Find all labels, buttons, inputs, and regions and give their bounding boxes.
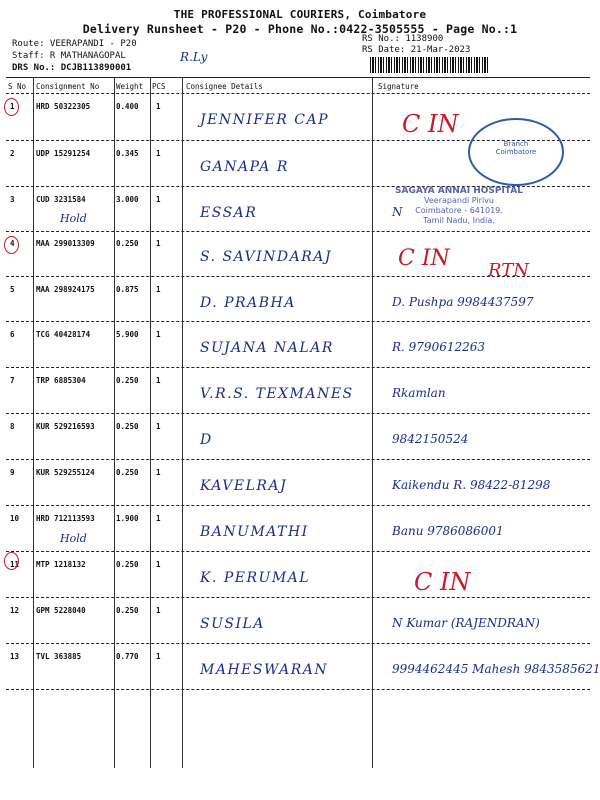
row-weight: 1.900 <box>116 514 139 523</box>
row-signature: 9994462445 Mahesh 9843585621 <box>392 662 600 676</box>
row-pcs: 1 <box>156 560 161 569</box>
col-divider <box>182 78 183 768</box>
row-divider <box>6 321 590 322</box>
hospital-name: SAGAYA ANNAI HOSPITAL <box>395 186 523 196</box>
row-weight: 0.400 <box>116 102 139 111</box>
row-pcs: 1 <box>156 514 161 523</box>
col-consignment: Consignment No <box>36 82 100 91</box>
row-consignment-no: MTP 1218132 <box>36 560 86 569</box>
hospital-address: Coimbatore - 641019. <box>415 206 503 215</box>
row-pcs: 1 <box>156 149 161 158</box>
row-pcs: 1 <box>156 239 161 248</box>
row-divider <box>6 551 590 552</box>
stamp-line: Coimbatore <box>495 148 537 156</box>
row-weight: 0.250 <box>116 560 139 569</box>
row-consignment-no: TVL 363885 <box>36 652 82 661</box>
row-divider <box>6 367 590 368</box>
row-weight: 5.900 <box>116 330 139 339</box>
row-divider <box>6 597 590 598</box>
row-divider <box>6 689 590 690</box>
row-sno: 3 <box>10 195 15 204</box>
row-consignee-handwritten: KAVELRAJ <box>200 478 288 494</box>
row-weight: 0.250 <box>116 239 139 248</box>
row-weight: 0.250 <box>116 606 139 615</box>
row-signature: Kaikendu R. 98422-81298 <box>392 478 551 492</box>
row-divider <box>6 643 590 644</box>
row-sno: 11 <box>10 560 20 569</box>
col-divider <box>114 78 115 768</box>
row-weight: 0.250 <box>116 468 139 477</box>
route-label: Route: VEERAPANDI - P20 <box>12 39 137 49</box>
row-sno: 2 <box>10 149 15 158</box>
row-pcs: 1 <box>156 606 161 615</box>
row-consignee-handwritten: JENNIFER CAP <box>200 112 330 128</box>
row-divider <box>6 459 590 460</box>
row-consignee-handwritten: SUJANA NALAR <box>200 340 334 356</box>
row-sno: 4 <box>10 239 15 248</box>
cin-annotation: C IN <box>398 246 450 271</box>
header-top-rule <box>6 77 590 78</box>
row-consignment-no: KUR 529255124 <box>36 468 95 477</box>
row-pcs: 1 <box>156 330 161 339</box>
courier-branch-stamp <box>468 118 564 186</box>
row-consignment-no: CUD 3231584 <box>36 195 86 204</box>
row-weight: 0.345 <box>116 149 139 158</box>
row-consignee-handwritten: D. PRABHA <box>200 295 296 311</box>
row-weight: 0.250 <box>116 376 139 385</box>
row-sno: 12 <box>10 606 20 615</box>
drs-number: DRS No.: DCJB113890001 <box>12 63 132 73</box>
row-consignment-no: GPM 5228040 <box>36 606 86 615</box>
col-signature: Signature <box>378 82 419 91</box>
row-consignee-handwritten: K. PERUMAL <box>200 570 311 586</box>
row-consignment-no: HRD 712113593 <box>36 514 95 523</box>
row-pcs: 1 <box>156 468 161 477</box>
rs-date: RS Date: 21-Mar-2023 <box>362 45 471 55</box>
hold-note: Hold <box>60 532 87 545</box>
row-consignee-handwritten: S. SAVINDARAJ <box>200 249 332 265</box>
row-signature: D. Pushpa 9984437597 <box>392 295 534 309</box>
row-consignment-no: HRD 50322305 <box>36 102 91 111</box>
row-weight: 0.770 <box>116 652 139 661</box>
row-signature: 9842150524 <box>392 432 469 446</box>
row-weight: 0.875 <box>116 285 139 294</box>
row-consignment-no: KUR 529216593 <box>36 422 95 431</box>
row-pcs: 1 <box>156 376 161 385</box>
row-sno: 9 <box>10 468 15 477</box>
row-consignee-handwritten: BANUMATHI <box>200 524 309 540</box>
handwritten-initials: R.Ly <box>180 50 208 64</box>
col-sno: S No <box>8 82 27 91</box>
row-consignment-no: TRP 6885304 <box>36 376 86 385</box>
row-consignment-no: MAA 298924175 <box>36 285 95 294</box>
row-weight: 0.250 <box>116 422 139 431</box>
row-signature: Banu 9786086001 <box>392 524 504 538</box>
runsheet-company-title: THE PROFESSIONAL COURIERS, Coimbatore <box>173 8 427 21</box>
rs-number: RS No.: 1138900 <box>362 34 444 44</box>
col-consignee: Consignee Details <box>186 82 263 91</box>
col-weight: Weight <box>116 82 144 91</box>
row-signature: N Kumar (RAJENDRAN) <box>392 616 540 630</box>
row-sno: 6 <box>10 330 15 339</box>
stamp-line: Branch <box>503 140 529 148</box>
row-sno: 1 <box>10 102 15 111</box>
row-consignment-no: MAA 299013309 <box>36 239 95 248</box>
hospital-address: Tamil Nadu, India. <box>423 216 495 225</box>
row-pcs: 1 <box>156 195 161 204</box>
rtn-annotation: RTN <box>488 260 529 281</box>
row-divider <box>6 505 590 506</box>
row-sno: 5 <box>10 285 15 294</box>
row-sno: 10 <box>10 514 20 523</box>
row-sno: 13 <box>10 652 20 661</box>
row-sno: 8 <box>10 422 15 431</box>
col-pcs: PCS <box>152 82 166 91</box>
row-weight: 3.000 <box>116 195 139 204</box>
col-divider <box>150 78 151 768</box>
runsheet-subtitle: Delivery Runsheet - P20 - Phone No.:0422-3505555 - Page No.:1 <box>82 22 518 36</box>
row-pcs: 1 <box>156 285 161 294</box>
row-divider <box>6 231 590 232</box>
row-pcs: 1 <box>156 102 161 111</box>
row-sno: 7 <box>10 376 15 385</box>
barcode-image <box>370 57 490 73</box>
row-consignee-handwritten: ESSAR <box>200 205 258 221</box>
row-consignee-handwritten: D <box>200 432 213 448</box>
row-pcs: 1 <box>156 652 161 661</box>
red-circle-mark <box>4 552 19 570</box>
row-signature: Rkamlan <box>392 386 446 400</box>
header-bottom-rule <box>6 93 590 94</box>
red-circle-mark <box>4 236 19 254</box>
red-circle-mark <box>4 98 19 116</box>
row-consignee-handwritten: MAHESWARAN <box>200 662 329 678</box>
hospital-stamp <box>378 186 540 226</box>
row-consignee-handwritten: V.R.S. TEXMANES <box>200 386 354 402</box>
row-signature: N <box>392 205 403 219</box>
cin-annotation: C IN <box>402 110 459 138</box>
row-divider <box>6 413 590 414</box>
row-consignee-handwritten: GANAPA R <box>200 159 289 175</box>
row-signature: R. 9790612263 <box>392 340 486 354</box>
col-divider <box>33 78 34 768</box>
row-pcs: 1 <box>156 422 161 431</box>
row-consignment-no: UDP 15291254 <box>36 149 91 158</box>
hospital-address: Veerapandi Pirivu <box>424 196 494 205</box>
cin-annotation: C IN <box>414 568 471 596</box>
col-divider <box>372 78 373 768</box>
staff-label: Staff: R MATHANAGOPAL <box>12 51 126 61</box>
row-consignment-no: TCG 40428174 <box>36 330 91 339</box>
hold-note: Hold <box>60 212 87 225</box>
row-consignee-handwritten: SUSILA <box>200 616 265 632</box>
